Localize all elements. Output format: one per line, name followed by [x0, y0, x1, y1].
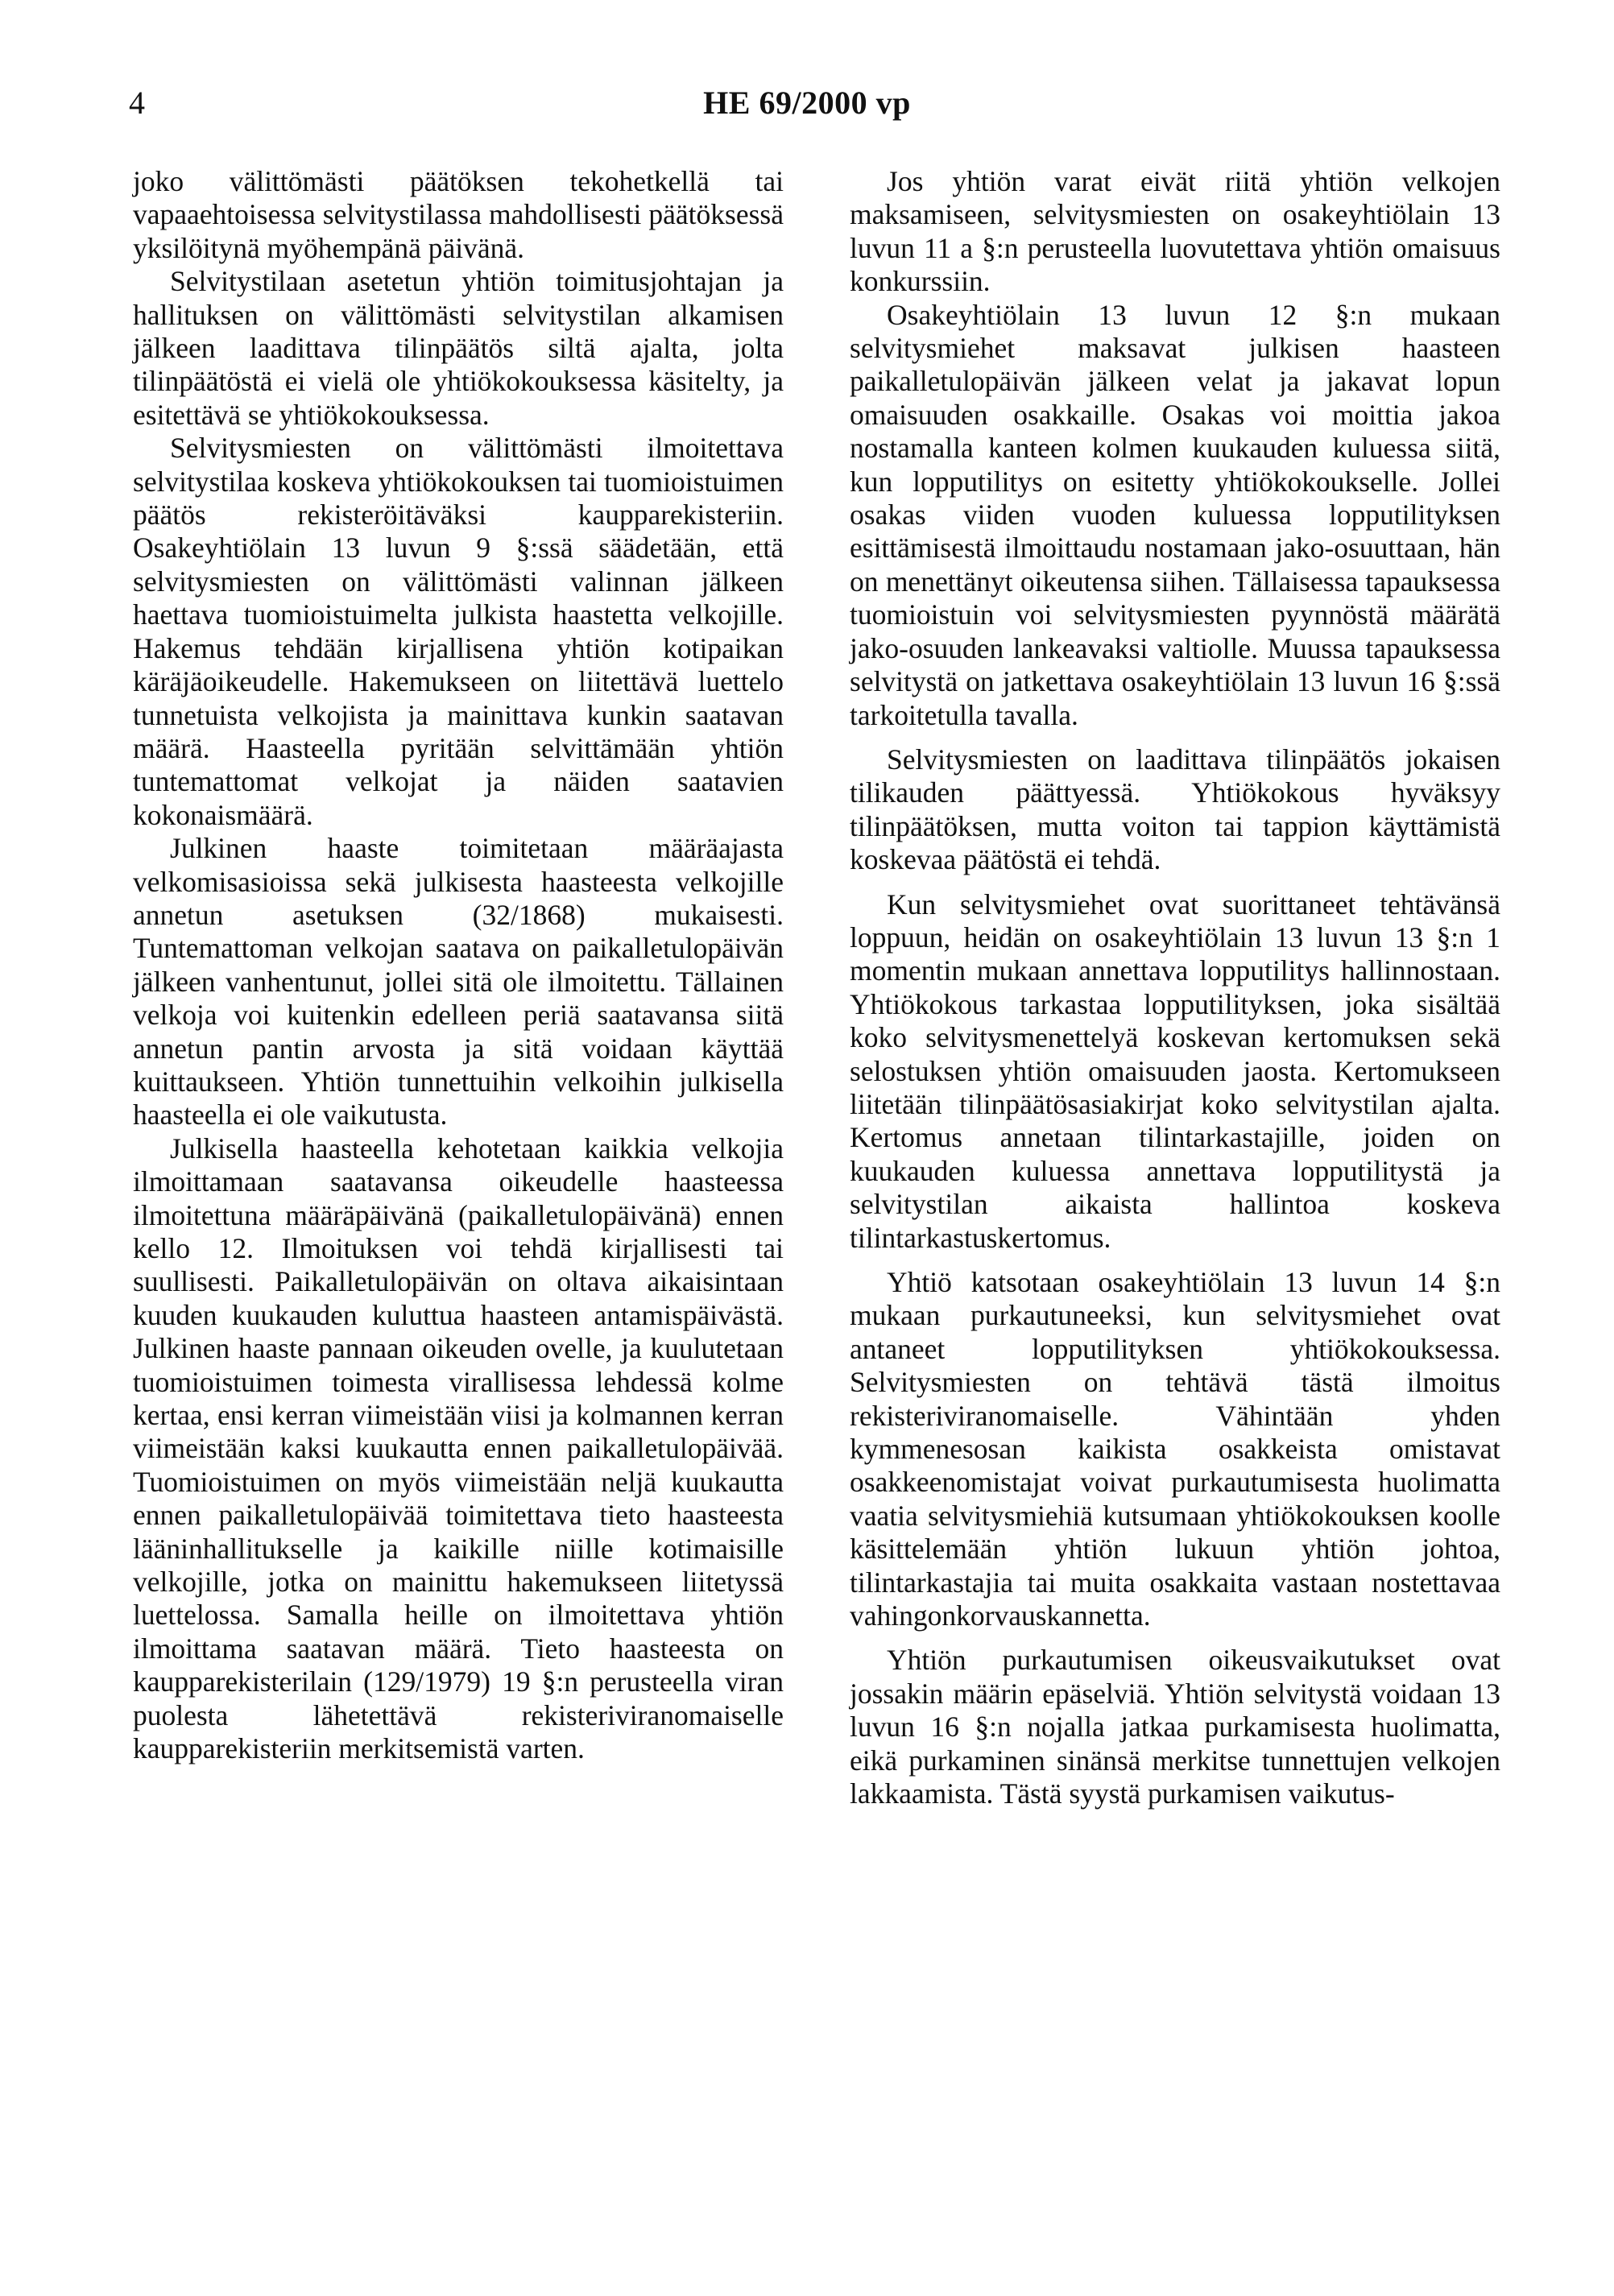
- left-column: [133, 165, 784, 1766]
- paragraph: Selvitysmiesten on laadittava tilinpäätös jokaisen tilikauden päättyessä. Yhtiökokous hyväksyy tilinpäätöksen, mutta voiton tai tappion käyttämistä koskevaa päätöstä ei tehdä.: [850, 743, 1500, 876]
- paragraph: Yhtiö katsotaan osakeyhtiölain 13 luvun 14 §:n mukaan purkautuneeksi, kun selvitysmiehet ovat antaneet lopputilityksen yhtiökokouksessa. Selvitysmiesten on tehtävä tästä ilmoitus rekisteriviranomaiselle. Vähintään yhden kymmenesosan kaikista osakkeista omistavat osakkeenomistajat voivat purkautumisesta huolimatta vaatia selvitysmiehiä kutsumaan yhtiökokouksen koolle käsittelemään yhtiön lukuun yhtiön johtoa, tilintarkastajia tai muita osakkaita vastaan nostettavaa vahingonkorvauskannetta.: [850, 1266, 1500, 1632]
- paragraph: Selvitysmiesten on välittömästi ilmoitettava selvitystilaa koskeva yhtiökokouksen tai tuomioistuimen päätös rekisteröitäväksi kaupparekisteriin. Osakeyhtiölain 13 luvun 9 §:ssä säädetään, että selvitysmiesten on välittömästi valinnan jälkeen haettava tuomioistuimelta julkista haastetta velkojille. Hakemus tehdään kirjallisena yhtiön kotipaikan käräjäoikeudelle. Hakemukseen on liitettävä luettelo tunnetuista velkojista ja mainittava kunkin saatavan määrä. Haasteella pyritään selvittämään yhtiön tuntemattomat velkojat ja näiden saatavien kokonaismäärä.: [133, 432, 784, 831]
- paragraph: Jos yhtiön varat eivät riitä yhtiön velkojen maksamiseen, selvitysmiesten on osakeyhtiölain 13 luvun 11 a §:n perusteella luovutettava yhtiön omaisuus konkurssiin.: [850, 165, 1500, 298]
- paragraph: Julkisella haasteella kehotetaan kaikkia velkojia ilmoittamaan saatavansa oikeudelle haasteessa ilmoitettuna määräpäivänä (paikalletulopäivänä) ennen kello 12. Ilmoituksen voi tehdä kirjallisesti tai suullisesti. Paikalletulopäivän on oltava aikaisintaan kuuden kuukauden kuluttua haasteen antamispäivästä. Julkinen haaste pannaan oikeuden ovelle, ja kuulutetaan tuomioistuimen toimesta virallisessa lehdessä kolme kertaa, ensi kerran viimeistään viisi ja kolmannen kerran viimeistään kaksi kuukautta ennen paikalletulopäivää. Tuomioistuimen on myös viimeistään neljä kuukautta ennen paikalletulopäivää toimitettava tieto haasteesta lääninhallitukselle ja kaikille niille kotimaisille velkojille, jotka on mainittu hakemukseen liitetyssä luettelossa. Samalla heille on ilmoitettava yhtiön ilmoittama saatavan määrä. Tieto haasteesta on kaupparekisterilain (129/1979) 19 §:n perusteella viran puolesta lähetettävä rekisteriviranomaiselle kaupparekisteriin merkitsemistä varten.: [133, 1131, 784, 1765]
- running-head: HE 69/2000 vp: [703, 85, 911, 121]
- paragraph: Kun selvitysmiehet ovat suorittaneet tehtävänsä loppuun, heidän on osakeyhtiölain 13 luvun 13 §:n 1 momentin mukaan annettava lopputilitys hallinnostaan. Yhtiökokous tarkastaa lopputilityksen, joka sisältää koko selvitysmenettelyä koskevan kertomuksen sekä selostuksen yhtiön omaisuuden jaosta. Kertomukseen liitetään tilinpäätösasiakirjat koko selvitystilan ajalta. Kertomus annetaan tilintarkastajille, joiden on kuukauden kuluessa annettava lopputilitystä ja selvitystilan aikaista hallintoa koskeva tilintarkastuskertomus.: [850, 887, 1500, 1254]
- right-column: [850, 165, 1500, 1811]
- page-number: 4: [129, 85, 145, 121]
- paragraph: joko välittömästi päätöksen tekohetkellä tai vapaaehtoisessa selvitystilassa mahdollisesti päätöksessä yksilöitynä myöhempänä päivänä.: [133, 165, 784, 264]
- paragraph: Julkinen haaste toimitetaan määräajasta velkomisasioissa sekä julkisesta haasteesta velkojille annetun asetuksen (32/1868) mukaisesti. Tuntemattoman velkojan saatava on paikalletulopäivän jälkeen vanhentunut, jollei sitä ole ilmoitettu. Tällainen velkoja voi kuitenkin edelleen periä saatavansa siitä annetun pantin arvosta ja sitä voidaan käyttää kuittaukseen. Yhtiön tunnettuihin velkoihin julkisella haasteella ei ole vaikutusta.: [133, 832, 784, 1131]
- paragraph: Selvitystilaan asetetun yhtiön toimitusjohtajan ja hallituksen on välittömästi selvitystilan alkamisen jälkeen laadittava tilinpäätös siltä ajalta, jolta tilinpäätöstä ei vielä ole yhtiökokouksessa käsitelty, ja esitettävä se yhtiökokouksessa.: [133, 265, 784, 431]
- paragraph: Yhtiön purkautumisen oikeusvaikutukset ovat jossakin määrin epäselviä. Yhtiön selvitystä voidaan 13 luvun 16 §:n nojalla jatkaa purkamisesta huolimatta, eikä purkaminen sinänsä merkitse tunnettujen velkojen lakkaamista. Tästä syystä purkamisen vaikutus-: [850, 1644, 1500, 1810]
- paragraph: Osakeyhtiölain 13 luvun 12 §:n mukaan selvitysmiehet maksavat julkisen haasteen paikalletulopäivän jälkeen velat ja jakavat lopun omaisuuden osakkaille. Osakas voi moittia jakoa nostamalla kanteen kolmen kuukauden kuluessa siitä, kun lopputilitys on esitetty yhtiökokoukselle. Jollei osakas viiden vuoden kuluessa lopputilityksen esittämisestä ilmoittaudu nostamaan jako-osuuttaan, hän on menettänyt oikeutensa siihen. Tällaisessa tapauksessa tuomioistuin voi selvitysmiesten pyynnöstä määrätä jako-osuuden lankeavaksi valtiolle. Muussa tapauksessa selvitystä on jatkettava osakeyhtiölain 13 luvun 16 §:ssä tarkoitetulla tavalla.: [850, 298, 1500, 731]
